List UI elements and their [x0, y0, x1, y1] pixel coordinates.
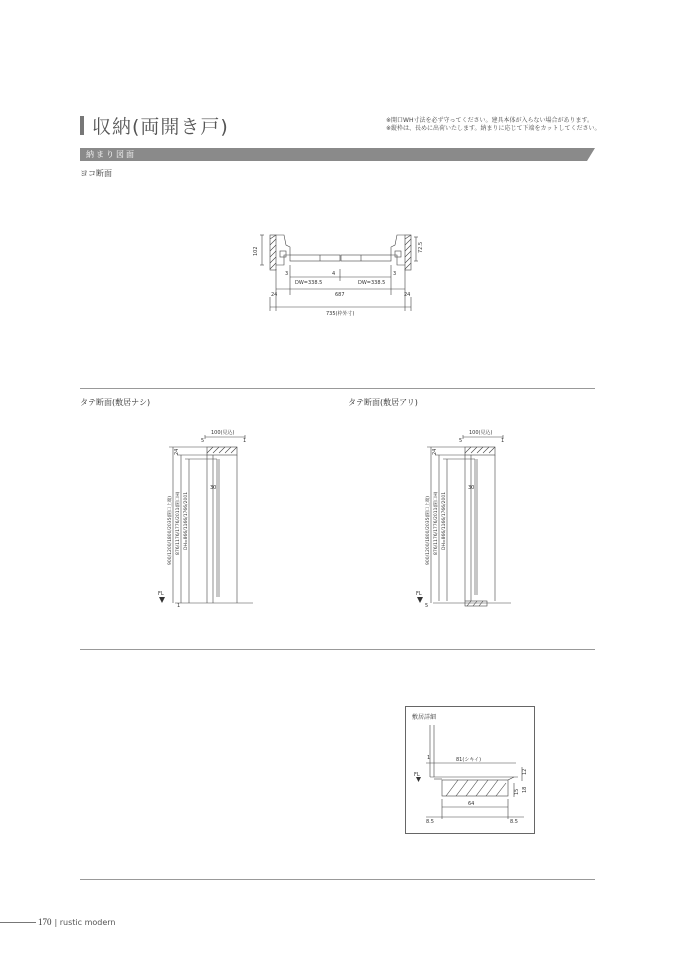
vns-h-opening: 900/1200/1800/2035(開口上端)	[168, 495, 173, 565]
vns-top-right: 1	[243, 438, 247, 444]
vns-fl: FL	[158, 591, 164, 597]
vertical-no-sill-label: タテ断面(敷居ナシ)	[80, 398, 151, 407]
sd-left-out: 8.5	[426, 819, 434, 825]
sill-detail-drawing	[406, 707, 534, 833]
dim-outer: 735(枠外寸)	[326, 311, 355, 317]
dim-gap-left: 3	[285, 271, 289, 277]
header-notes	[386, 117, 601, 133]
divider-3	[80, 879, 595, 880]
vns-frame: 24	[174, 448, 180, 455]
vns-h-dh: DH=866/1166/1766/2001	[184, 491, 189, 550]
vns-top-left: 5	[201, 438, 205, 444]
sill-detail-box	[405, 706, 535, 834]
dim-dw-right: DW=338.5	[358, 280, 386, 286]
sd-h1: 15	[514, 788, 520, 795]
sill-detail-label: 敷居詳細	[412, 714, 437, 721]
vns-top: 100(見込)	[211, 430, 235, 436]
page-number: 170	[38, 917, 52, 927]
vs-h-dh-frame: 876/1176/1776/2011(開口H)	[434, 491, 439, 555]
sd-right-small: 12	[522, 768, 528, 775]
sd-fl: FL	[414, 772, 420, 778]
vns-bottom: 1	[177, 603, 181, 609]
dim-side-left: 24	[271, 292, 278, 298]
divider-2	[80, 649, 595, 650]
section-band	[80, 148, 595, 161]
vs-bottom: 5	[425, 603, 429, 609]
vs-side: 30	[468, 485, 475, 491]
dim-gap-mid: 4	[332, 271, 336, 277]
divider-1	[80, 388, 595, 389]
page-title: 収納(両開き戸)	[92, 116, 229, 138]
footer-line	[0, 922, 36, 923]
sd-top: 81(シキイ)	[456, 757, 482, 763]
vs-h-opening: 900/1200/1800/2035(開口上端)	[426, 495, 431, 565]
dim-inner: 687	[335, 292, 345, 298]
vertical-sill-label: タテ断面(敷居アリ)	[348, 398, 418, 407]
dim-dw-left: DW=338.5	[295, 280, 323, 286]
vs-fl: FL	[416, 591, 422, 597]
title-accent-bar	[80, 116, 84, 135]
note-line-2: ※縦枠は、長めに出荷いたします。納まりに応じて下端をカットしてください。	[386, 125, 601, 132]
vns-side: 30	[210, 485, 217, 491]
vertical-sill-drawing	[413, 425, 523, 625]
page-footer	[0, 917, 115, 927]
horizontal-section-drawing	[240, 225, 440, 320]
footer-brand: | rustic modern	[54, 917, 116, 927]
vs-frame: 24	[432, 448, 438, 455]
sd-width: 64	[468, 801, 475, 807]
section-label: 納まり図面	[86, 150, 136, 159]
vs-top: 100(見込)	[469, 430, 493, 436]
vs-top-right: 1	[501, 438, 505, 444]
vs-top-left: 5	[459, 438, 463, 444]
vertical-no-sill-drawing	[155, 425, 265, 625]
dim-depth: 102	[253, 246, 259, 256]
horizontal-section-label: ヨコ断面	[80, 169, 112, 178]
vns-h-dh-frame: 876/1176/1776/2011(開口H)	[176, 491, 181, 555]
dim-depth2: 72.5	[418, 241, 424, 253]
sd-right-out: 8.5	[510, 819, 518, 825]
sd-left-small: 1	[427, 755, 431, 761]
sd-h2: 18	[522, 786, 528, 793]
note-line-1: ※開口WH寸法を必ず守ってください。建具本体が入らない場合があります。	[386, 117, 593, 124]
vs-h-dh: DH=866/1166/1766/2001	[442, 491, 447, 550]
dim-side-right: 24	[404, 292, 411, 298]
dim-gap-right: 3	[393, 271, 397, 277]
page-title-wrap	[80, 112, 229, 139]
